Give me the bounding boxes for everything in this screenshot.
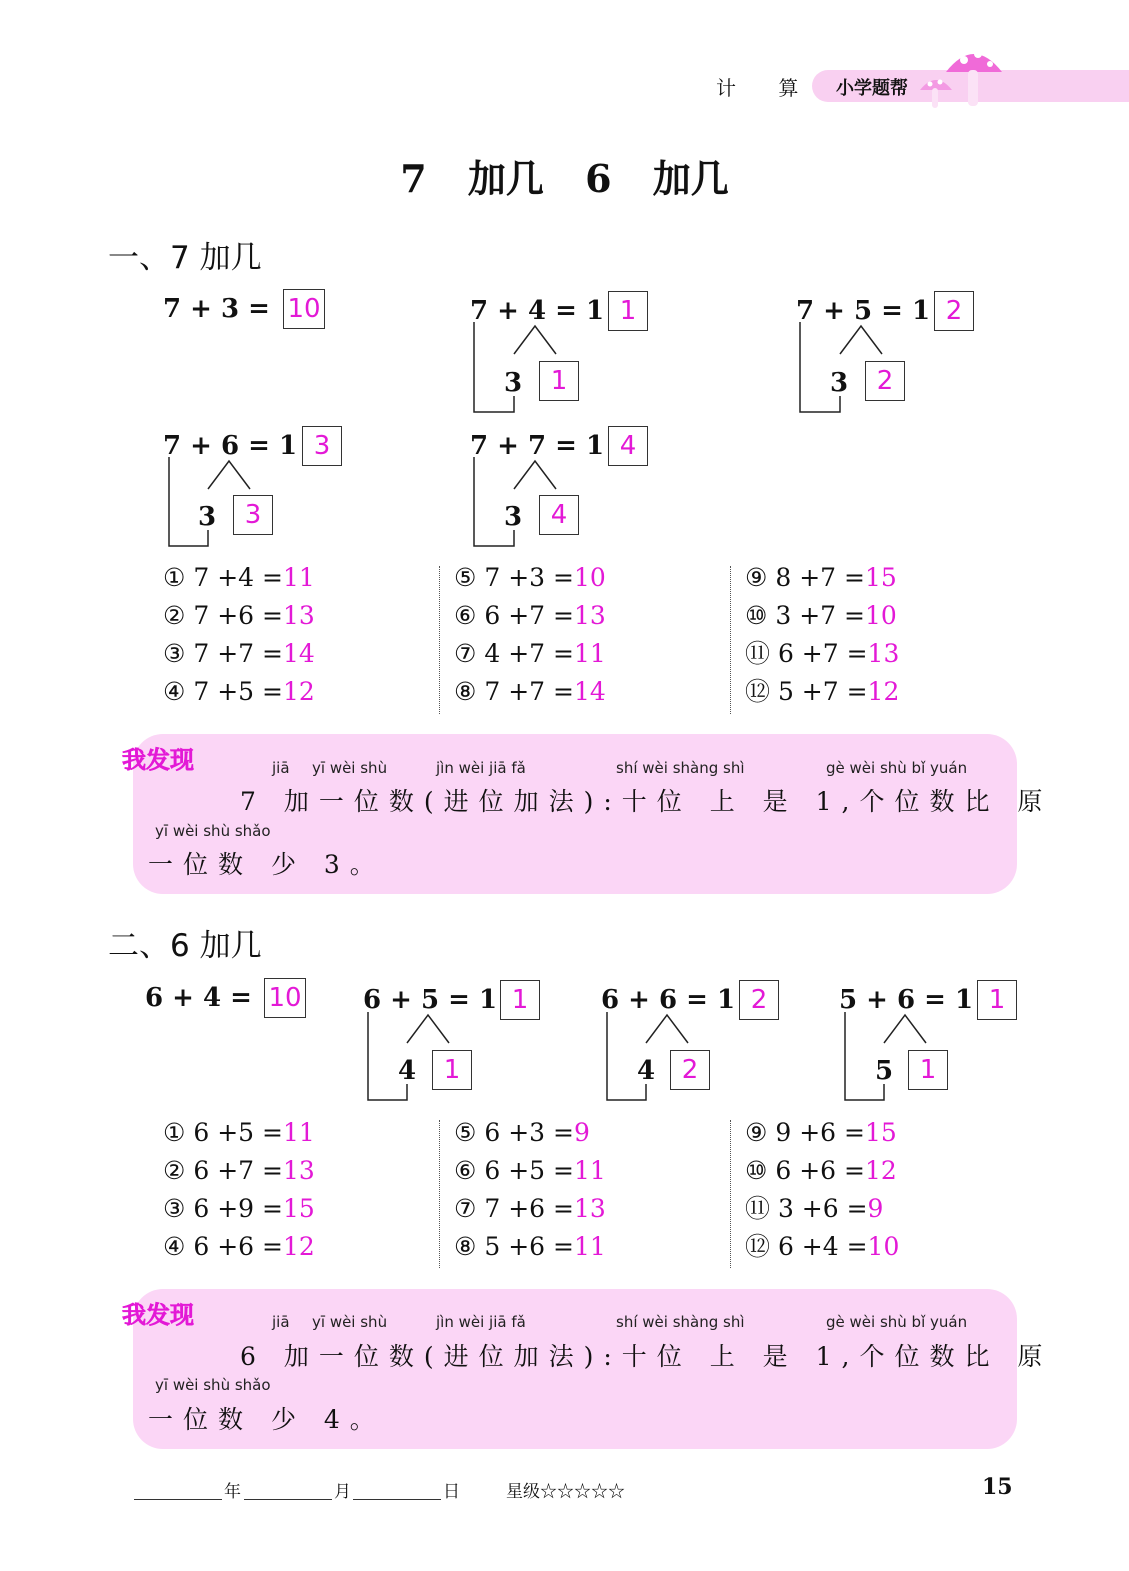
- s2-example-3-expr: 6 + 6 = 1: [601, 985, 736, 1015]
- pinyin: yī wèi shù shǎo: [155, 1376, 271, 1394]
- year-blank[interactable]: [134, 1499, 222, 1500]
- exercise-row: ⑨ 8 +7 =15: [745, 563, 897, 592]
- column-divider: [439, 1120, 440, 1268]
- pinyin: yī wèi shù: [312, 759, 388, 777]
- s2-note-line1: 6 加一位数(进位加法):十位 上 是 1,个位数比 原: [240, 1342, 1053, 1371]
- s2-discovery-badge: 我发现: [122, 1301, 194, 1329]
- s1-exercise-column-2: [454, 559, 606, 711]
- s1-example-1-expr: 7 + 3 =: [163, 294, 270, 324]
- s2-example-4-expr: 5 + 6 = 1: [839, 985, 974, 1015]
- s1-example-5-split-left: 3: [504, 502, 523, 532]
- s2-example-4-answer: 1: [977, 980, 1017, 1020]
- page-number: 15: [982, 1474, 1013, 1500]
- s2-example-3-split-left: 4: [637, 1056, 656, 1086]
- s1-example-3-answer: 2: [934, 291, 974, 331]
- exercise-row: ⑥ 6 +7 =13: [454, 601, 606, 630]
- s2-example-2-expr: 6 + 5 = 1: [363, 985, 498, 1015]
- footer-rating: 星级☆☆☆☆☆: [506, 1482, 625, 1502]
- s1-example-2-split-left: 3: [504, 368, 523, 398]
- exercise-row: ⑧ 5 +6 =11: [454, 1232, 606, 1261]
- s1-example-4-split-right: 3: [233, 495, 273, 535]
- pinyin: yī wèi shù shǎo: [155, 822, 271, 840]
- footer-day: 日: [443, 1482, 460, 1502]
- exercise-row: ④ 6 +6 =12: [163, 1232, 315, 1261]
- s1-example-3-split-left: 3: [830, 368, 849, 398]
- exercise-row: ⑪ 3 +6 =9: [745, 1194, 884, 1223]
- exercise-row: ⑦ 4 +7 =11: [454, 639, 606, 668]
- s1-example-2-expr: 7 + 4 = 1: [470, 296, 605, 326]
- day-blank[interactable]: [353, 1499, 441, 1500]
- s1-example-3-split-right: 2: [865, 361, 905, 401]
- column-divider: [439, 566, 440, 714]
- s1-example-4-split-left: 3: [198, 502, 217, 532]
- s1-example-1-answer: 10: [283, 289, 325, 329]
- s1-example-5-answer: 4: [608, 426, 648, 466]
- exercise-row: ① 6 +5 =11: [163, 1118, 315, 1147]
- pinyin: gè wèi shù bǐ yuán: [826, 1313, 968, 1331]
- exercise-row: ③ 6 +9 =15: [163, 1194, 315, 1223]
- exercise-row: ③ 7 +7 =14: [163, 639, 315, 668]
- page-title: 7 加几 6 加几: [400, 156, 729, 201]
- s1-exercise-column-1: [163, 559, 315, 711]
- s1-example-5-expr: 7 + 7 = 1: [470, 431, 605, 461]
- exercise-row: ⑫ 5 +7 =12: [745, 677, 900, 706]
- column-divider: [730, 1120, 731, 1268]
- exercise-row: ⑪ 6 +7 =13: [745, 639, 900, 668]
- exercise-row: ① 7 +4 =11: [163, 563, 315, 592]
- exercise-row: ② 7 +6 =13: [163, 601, 315, 630]
- s2-example-2-split-right: 1: [432, 1050, 472, 1090]
- s2-example-4-split-right: 1: [908, 1050, 948, 1090]
- s1-example-4-expr: 7 + 6 = 1: [163, 431, 298, 461]
- exercise-row: ② 6 +7 =13: [163, 1156, 315, 1185]
- s2-exercise-column-2: [454, 1114, 606, 1266]
- s1-exercise-column-3: [745, 559, 899, 711]
- s2-example-1-answer: 10: [264, 978, 306, 1018]
- column-divider: [730, 566, 731, 714]
- s1-example-2-split-right: 1: [539, 361, 579, 401]
- section2-heading: 二、6 加几: [108, 928, 262, 964]
- exercise-row: ⑦ 7 +6 =13: [454, 1194, 606, 1223]
- exercise-row: ⑩ 6 +6 =12: [745, 1156, 897, 1185]
- s2-example-4-split-left: 5: [875, 1056, 894, 1086]
- pinyin: shí wèi shàng shì: [616, 1313, 745, 1331]
- s2-example-2-split-left: 4: [398, 1056, 417, 1086]
- s1-example-2-answer: 1: [608, 291, 648, 331]
- s1-example-5-split-right: 4: [539, 495, 579, 535]
- exercise-row: ⑨ 9 +6 =15: [745, 1118, 897, 1147]
- exercise-row: ⑫ 6 +4 =10: [745, 1232, 900, 1261]
- pinyin: yī wèi shù: [312, 1313, 388, 1331]
- header-subject: 计 算: [716, 76, 817, 100]
- section1-heading: 一、7 加几: [108, 240, 262, 276]
- s1-discovery-badge: 我发现: [122, 746, 194, 774]
- exercise-row: ⑤ 7 +3 =10: [454, 563, 606, 592]
- footer-month: 月: [334, 1482, 351, 1502]
- pinyin: jiā: [272, 1313, 290, 1331]
- header-brand: 小学题帮: [836, 78, 908, 99]
- pinyin: jiā: [272, 759, 290, 777]
- exercise-row: ⑥ 6 +5 =11: [454, 1156, 606, 1185]
- s2-example-3-answer: 2: [739, 980, 779, 1020]
- s2-example-2-answer: 1: [500, 980, 540, 1020]
- s2-note-line2: 一位数 少 4。: [148, 1405, 385, 1434]
- s1-example-4-answer: 3: [302, 426, 342, 466]
- exercise-row: ⑩ 3 +7 =10: [745, 601, 897, 630]
- pinyin: jìn wèi jiā fǎ: [436, 1313, 526, 1331]
- footer-year: 年: [224, 1482, 241, 1502]
- pinyin: jìn wèi jiā fǎ: [436, 759, 526, 777]
- exercise-row: ⑧ 7 +7 =14: [454, 677, 606, 706]
- s2-example-3-split-right: 2: [670, 1050, 710, 1090]
- month-blank[interactable]: [244, 1499, 332, 1500]
- pinyin: gè wèi shù bǐ yuán: [826, 759, 968, 777]
- s2-example-1-expr: 6 + 4 =: [145, 983, 252, 1013]
- exercise-row: ④ 7 +5 =12: [163, 677, 315, 706]
- s1-note-line2: 一位数 少 3。: [148, 850, 385, 879]
- s1-note-line1: 7 加一位数(进位加法):十位 上 是 1,个位数比 原: [240, 787, 1053, 816]
- s1-example-3-expr: 7 + 5 = 1: [796, 296, 931, 326]
- s2-exercise-column-1: [163, 1114, 315, 1266]
- s2-exercise-column-3: [745, 1114, 899, 1266]
- exercise-row: ⑤ 6 +3 =9: [454, 1118, 590, 1147]
- pinyin: shí wèi shàng shì: [616, 759, 745, 777]
